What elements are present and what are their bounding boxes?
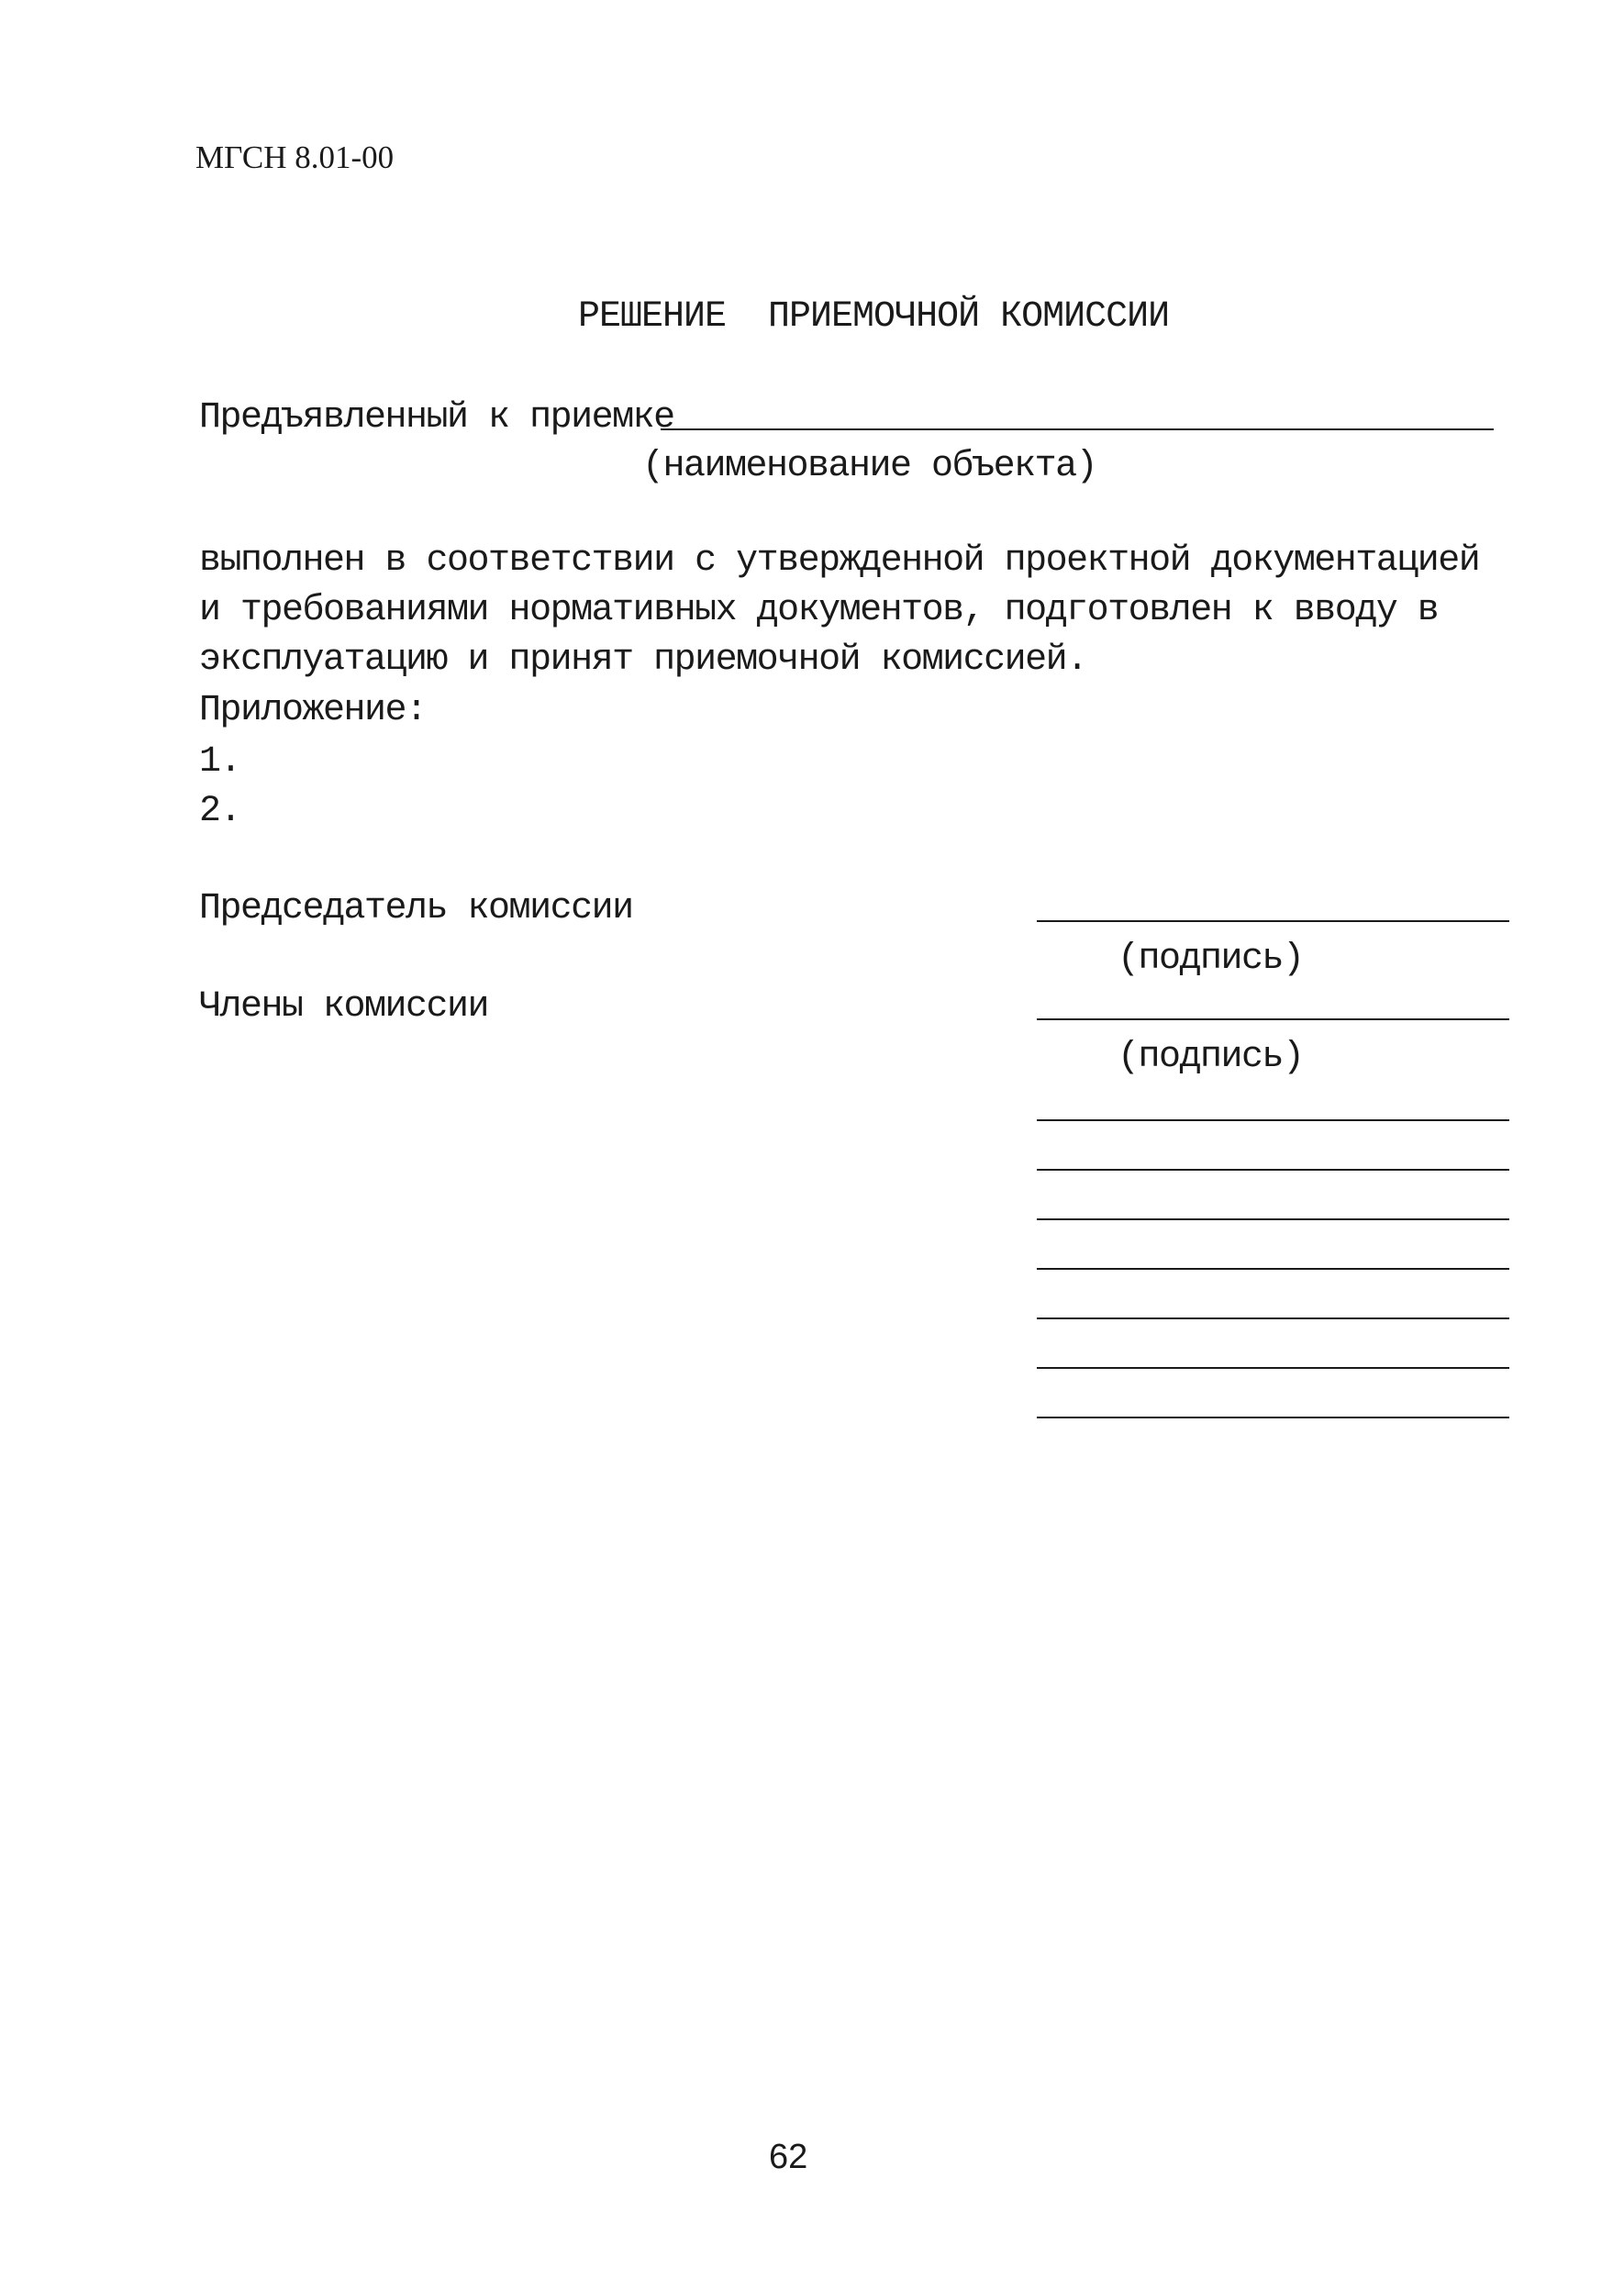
body-line-1: выполнен в соответствии с утвержденной проектной документацией: [199, 540, 1480, 582]
chairman-signature-line: [1037, 920, 1509, 922]
member-line: [1037, 1169, 1509, 1171]
body-line-3: эксплуатацию и принят приемочной комиссией.: [199, 639, 1087, 681]
member-signature-caption: (подпись): [1118, 1037, 1304, 1078]
appendix-item-2: 2.: [199, 791, 241, 832]
document-code: МГСН 8.01-00: [195, 139, 395, 175]
body-line-2: и требованиями нормативных документов, подготовлен к вводу в: [199, 590, 1439, 631]
member-line: [1037, 1417, 1509, 1418]
document-title: РЕШЕНИЕ ПРИЕМОЧНОЙ КОМИССИИ: [578, 296, 1170, 338]
object-name-line: [661, 428, 1494, 430]
page-number: 62: [769, 2138, 808, 2176]
members-label: Члены комиссии: [199, 986, 489, 1028]
member-line: [1037, 1268, 1509, 1270]
member-line: [1037, 1367, 1509, 1369]
presented-label: Предъявленный к приемке: [199, 397, 674, 439]
chairman-label: Председатель комиссии: [199, 888, 633, 929]
member-line: [1037, 1119, 1509, 1121]
object-name-caption: (наименование объекта): [642, 446, 1097, 487]
appendix-item-1: 1.: [199, 741, 241, 783]
appendix-label: Приложение:: [199, 690, 427, 731]
member-line: [1037, 1317, 1509, 1319]
chairman-signature-caption: (подпись): [1118, 939, 1304, 980]
member-signature-line: [1037, 1018, 1509, 1020]
member-line: [1037, 1218, 1509, 1220]
